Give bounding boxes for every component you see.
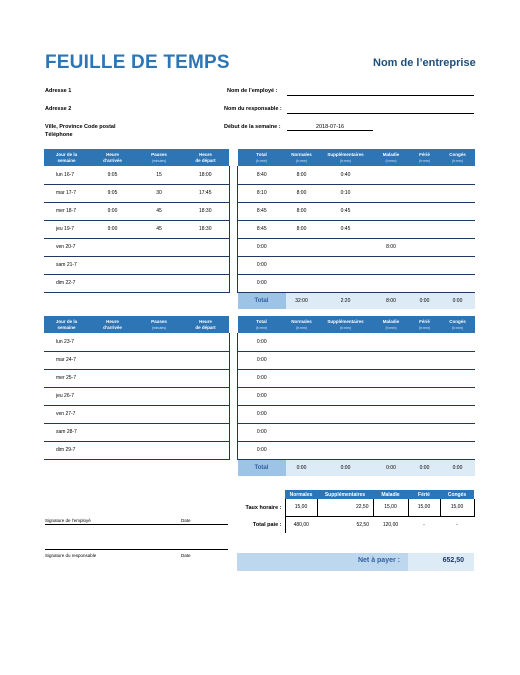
break-cell[interactable]: 15: [136, 166, 182, 184]
break-cell[interactable]: 45: [136, 220, 182, 238]
normal-cell[interactable]: 8:00: [286, 166, 318, 184]
normal-cell[interactable]: [286, 369, 318, 387]
table-row: [44, 351, 229, 369]
vacation-cell[interactable]: [441, 202, 475, 220]
normal-cell[interactable]: [286, 387, 318, 405]
table-row: [44, 369, 229, 387]
total-pay-row: [237, 516, 474, 533]
vacation-cell[interactable]: [441, 387, 475, 405]
table-row: [238, 256, 475, 274]
total-cell: 0:00: [238, 369, 286, 387]
holiday-cell[interactable]: [409, 387, 441, 405]
col-departure: Heure de départ: [182, 149, 229, 166]
holiday-cell[interactable]: [409, 220, 441, 238]
departure-cell[interactable]: 17:45: [182, 184, 229, 202]
col-arrival: Heure d’arrivée: [89, 149, 136, 166]
vacation-cell[interactable]: [441, 166, 475, 184]
total-vacation: 0:00: [441, 459, 475, 476]
total-cell: 0:00: [238, 351, 286, 369]
holiday-cell[interactable]: [409, 369, 441, 387]
break-cell[interactable]: [136, 333, 182, 351]
sick-cell[interactable]: [374, 202, 409, 220]
normal-cell[interactable]: [286, 351, 318, 369]
normal-cell[interactable]: [286, 256, 318, 274]
col-sick: Maladie (h:mm): [374, 316, 409, 333]
table-row: [44, 166, 229, 184]
rates-corner: [237, 490, 285, 499]
sick-cell[interactable]: [374, 184, 409, 202]
break-cell[interactable]: 30: [136, 184, 182, 202]
sick-cell[interactable]: [374, 423, 409, 441]
total-cell: 8:10: [238, 184, 286, 202]
day-cell: ven 27-7: [44, 405, 89, 423]
holiday-cell[interactable]: [409, 238, 441, 256]
overtime-cell[interactable]: 0:40: [318, 166, 374, 184]
normal-cell[interactable]: [286, 423, 318, 441]
table-row: [44, 387, 229, 405]
arrival-cell[interactable]: 9:00: [89, 202, 136, 220]
sick-cell[interactable]: [374, 220, 409, 238]
rate-col-normal: Normales: [285, 490, 317, 499]
total-cell: 0:00: [238, 256, 286, 274]
vacation-cell[interactable]: [441, 333, 475, 351]
normal-cell[interactable]: 8:00: [286, 220, 318, 238]
overtime-cell[interactable]: [318, 387, 374, 405]
departure-cell[interactable]: [182, 238, 229, 256]
vacation-cell[interactable]: [441, 184, 475, 202]
departure-cell[interactable]: [182, 369, 229, 387]
arrival-cell[interactable]: 9:00: [89, 220, 136, 238]
total-cell: 0:00: [238, 274, 286, 292]
col-normal: Normales (h:mm): [286, 149, 318, 166]
table-row: [238, 351, 475, 369]
total-cell: 8:40: [238, 166, 286, 184]
holiday-cell[interactable]: [409, 256, 441, 274]
departure-cell[interactable]: [182, 256, 229, 274]
pay-overtime: 52,50: [356, 521, 369, 528]
col-vacation: Congés (h:mm): [441, 149, 475, 166]
col-departure: Heure de départ: [182, 316, 229, 333]
arrival-cell[interactable]: [89, 256, 136, 274]
holiday-cell[interactable]: [409, 441, 441, 459]
holiday-cell[interactable]: [409, 274, 441, 292]
col-holiday: Férié (h:mm): [409, 316, 441, 333]
overtime-cell[interactable]: [318, 405, 374, 423]
total-holiday: 0:00: [409, 459, 441, 476]
day-cell: dim 29-7: [44, 441, 89, 459]
normal-cell[interactable]: [286, 405, 318, 423]
net-pay-bar: [237, 553, 474, 571]
normal-cell[interactable]: [286, 441, 318, 459]
manager-signature-label: Signature du responsable: [45, 553, 97, 558]
company-name: Nom de l’entreprise: [373, 57, 476, 69]
arrival-cell[interactable]: [89, 423, 136, 441]
day-cell: sam 21-7: [44, 256, 89, 274]
arrival-cell[interactable]: [89, 238, 136, 256]
break-cell[interactable]: [136, 274, 182, 292]
break-cell[interactable]: [136, 441, 182, 459]
holiday-cell[interactable]: [409, 166, 441, 184]
break-cell[interactable]: [136, 423, 182, 441]
col-overtime: Supplémentaires (h:mm): [318, 316, 374, 333]
arrival-cell[interactable]: [89, 405, 136, 423]
col-sick: Maladie (h:mm): [374, 149, 409, 166]
total-vacation: 0:00: [441, 292, 475, 309]
table-row: [238, 202, 475, 220]
arrival-cell[interactable]: [89, 369, 136, 387]
table-row: [238, 441, 475, 459]
total-holiday: 0:00: [409, 292, 441, 309]
pay-holiday: -: [423, 521, 425, 528]
page-title: FEUILLE DE TEMPS: [45, 52, 230, 73]
table-row: [238, 387, 475, 405]
manager-signature-line[interactable]: [45, 549, 228, 550]
hourly-rate-overtime[interactable]: 22,50: [317, 499, 373, 516]
col-breaks: Pauses (minutes): [136, 316, 182, 333]
total-sick: 0:00: [374, 459, 409, 476]
table-row: [44, 256, 229, 274]
sick-cell[interactable]: [374, 333, 409, 351]
vacation-cell[interactable]: [441, 369, 475, 387]
week2-entry-table: [44, 316, 230, 460]
employee-name-label: Nom de l’employé :: [227, 88, 278, 94]
phone: Téléphone: [45, 132, 73, 138]
col-total: Total (h:mm): [238, 316, 286, 333]
net-pay-value-bg: [408, 553, 474, 571]
table-row: [44, 184, 229, 202]
holiday-cell[interactable]: [409, 184, 441, 202]
total-cell: 8:45: [238, 220, 286, 238]
pay-vacation: -: [456, 521, 458, 528]
overtime-cell[interactable]: [318, 369, 374, 387]
sick-cell[interactable]: [374, 166, 409, 184]
sick-cell[interactable]: 8:00: [374, 238, 409, 256]
total-cell: 0:00: [238, 387, 286, 405]
manager-date-label: Date: [181, 553, 191, 558]
arrival-cell[interactable]: [89, 351, 136, 369]
arrival-cell[interactable]: [89, 274, 136, 292]
sick-cell[interactable]: [374, 351, 409, 369]
vacation-cell[interactable]: [441, 405, 475, 423]
departure-cell[interactable]: [182, 387, 229, 405]
employee-signature-label: Signature de l’employé: [45, 518, 91, 523]
departure-cell[interactable]: 18:00: [182, 166, 229, 184]
total-cell: 0:00: [238, 238, 286, 256]
col-breaks: Pauses (minutes): [136, 149, 182, 166]
address-2: Adresse 2: [45, 106, 72, 112]
arrival-cell[interactable]: 9:05: [89, 184, 136, 202]
day-cell: ven 20-7: [44, 238, 89, 256]
rate-col-vacation: Congés: [440, 490, 474, 499]
total-label: Total: [238, 459, 286, 476]
hourly-rate-row: [237, 499, 474, 516]
total-cell: 0:00: [238, 423, 286, 441]
departure-cell[interactable]: 18:30: [182, 202, 229, 220]
table-row: [238, 166, 475, 184]
overtime-cell[interactable]: [318, 238, 374, 256]
hourly-rate-label: Taux horaire :: [245, 504, 282, 511]
col-normal: Normales (h:mm): [286, 316, 318, 333]
break-cell[interactable]: [136, 369, 182, 387]
total-overtime: 2:20: [318, 292, 374, 309]
week-start-label: Début de la semaine :: [224, 124, 281, 130]
normal-cell[interactable]: [286, 238, 318, 256]
total-cell: 8:45: [238, 202, 286, 220]
hourly-rate-normal[interactable]: 15,00: [285, 499, 317, 516]
total-label: Total: [238, 292, 286, 309]
holiday-cell[interactable]: [409, 405, 441, 423]
total-cell: 0:00: [238, 441, 286, 459]
hourly-rate-vacation[interactable]: 15,00: [440, 499, 474, 516]
manager-name-label: Nom du responsable :: [224, 106, 282, 112]
total-overtime: 0:00: [318, 459, 374, 476]
vacation-cell[interactable]: [441, 441, 475, 459]
address-1: Adresse 1: [45, 88, 72, 94]
vacation-cell[interactable]: [441, 220, 475, 238]
day-cell: dim 22-7: [44, 274, 89, 292]
net-pay-label: Net à payer :: [357, 557, 400, 564]
col-holiday: Férié (h:mm): [409, 149, 441, 166]
sick-cell[interactable]: [374, 256, 409, 274]
day-cell: jeu 19-7: [44, 220, 89, 238]
sick-cell[interactable]: [374, 369, 409, 387]
col-overtime: Supplémentaires (h:mm): [318, 149, 374, 166]
table-row: [44, 274, 229, 292]
week2-summary-table: [237, 316, 475, 476]
vacation-cell[interactable]: [441, 351, 475, 369]
employee-signature-line[interactable]: [45, 524, 228, 525]
overtime-cell[interactable]: 0:10: [318, 184, 374, 202]
manager-name-field[interactable]: [287, 113, 474, 114]
table-row: [238, 220, 475, 238]
hourly-rate-sick[interactable]: 15,00: [373, 499, 408, 516]
table-row: [238, 369, 475, 387]
total-cell: 0:00: [238, 333, 286, 351]
pay-rates-table: [237, 490, 475, 533]
rate-col-sick: Maladie: [373, 490, 408, 499]
overtime-cell[interactable]: [318, 256, 374, 274]
day-cell: mer 18-7: [44, 202, 89, 220]
break-cell[interactable]: 45: [136, 202, 182, 220]
break-cell[interactable]: [136, 238, 182, 256]
sick-cell[interactable]: [374, 387, 409, 405]
employee-name-field[interactable]: [287, 95, 474, 96]
departure-cell[interactable]: 18:30: [182, 220, 229, 238]
table-row: [238, 274, 475, 292]
rate-col-overtime: Supplémentaires: [317, 490, 373, 499]
day-cell: jeu 26-7: [44, 387, 89, 405]
departure-cell[interactable]: [182, 274, 229, 292]
overtime-cell[interactable]: 0:45: [318, 220, 374, 238]
departure-cell[interactable]: [182, 405, 229, 423]
table-row: [44, 333, 229, 351]
col-day: Jour de la semaine: [44, 149, 89, 166]
arrival-cell[interactable]: [89, 441, 136, 459]
total-pay-label: Total paie :: [252, 521, 282, 528]
departure-cell[interactable]: [182, 441, 229, 459]
break-cell[interactable]: [136, 351, 182, 369]
total-cell: 0:00: [238, 405, 286, 423]
break-cell[interactable]: [136, 256, 182, 274]
week1-entry-table: [44, 149, 230, 293]
table-row: [44, 423, 229, 441]
col-arrival: Heure d’arrivée: [89, 316, 136, 333]
col-total: Total (h:mm): [238, 149, 286, 166]
table-row: [238, 423, 475, 441]
break-cell[interactable]: [136, 405, 182, 423]
normal-cell[interactable]: 8:00: [286, 202, 318, 220]
table-row: [44, 238, 229, 256]
overtime-cell[interactable]: 0:45: [318, 202, 374, 220]
rate-col-holiday: Férié: [408, 490, 440, 499]
week-start-field[interactable]: 2018-07-16: [287, 124, 373, 131]
vacation-cell[interactable]: [441, 423, 475, 441]
holiday-cell[interactable]: [409, 423, 441, 441]
sick-cell[interactable]: [374, 405, 409, 423]
week1-total-row: [238, 292, 475, 309]
col-day: Jour de la semaine: [44, 316, 89, 333]
holiday-cell[interactable]: [409, 202, 441, 220]
col-vacation: Congés (h:mm): [441, 316, 475, 333]
employee-date-label: Date: [181, 518, 191, 523]
total-sick: 8:00: [374, 292, 409, 309]
arrival-cell[interactable]: [89, 333, 136, 351]
day-cell: mer 25-7: [44, 369, 89, 387]
table-row: [238, 238, 475, 256]
table-row: [44, 441, 229, 459]
holiday-cell[interactable]: [409, 333, 441, 351]
sick-cell[interactable]: [374, 274, 409, 292]
table-row: [238, 184, 475, 202]
normal-cell[interactable]: [286, 333, 318, 351]
normal-cell[interactable]: 8:00: [286, 184, 318, 202]
table-row: [44, 405, 229, 423]
week1-summary-table: [237, 149, 475, 309]
vacation-cell[interactable]: [441, 238, 475, 256]
table-row: [238, 333, 475, 351]
net-pay-value: 652,50: [442, 557, 464, 564]
break-cell[interactable]: [136, 387, 182, 405]
total-normal: 32:00: [286, 292, 318, 309]
overtime-cell[interactable]: [318, 423, 374, 441]
pay-sick: 120,00: [382, 521, 399, 528]
overtime-cell[interactable]: [318, 274, 374, 292]
departure-cell[interactable]: [182, 333, 229, 351]
table-row: [44, 220, 229, 238]
holiday-cell[interactable]: [409, 351, 441, 369]
day-cell: lun 23-7: [44, 333, 89, 351]
vacation-cell[interactable]: [441, 274, 475, 292]
vacation-cell[interactable]: [441, 256, 475, 274]
table-row: [238, 405, 475, 423]
departure-cell[interactable]: [182, 423, 229, 441]
table-row: [44, 202, 229, 220]
normal-cell[interactable]: [286, 274, 318, 292]
overtime-cell[interactable]: [318, 333, 374, 351]
total-normal: 0:00: [286, 459, 318, 476]
city-province: Ville, Province Code postal: [45, 124, 116, 130]
hourly-rate-holiday[interactable]: 15,00: [408, 499, 440, 516]
day-cell: mar 17-7: [44, 184, 89, 202]
day-cell: lun 16-7: [44, 166, 89, 184]
arrival-cell[interactable]: [89, 387, 136, 405]
day-cell: mar 24-7: [44, 351, 89, 369]
overtime-cell[interactable]: [318, 441, 374, 459]
sick-cell[interactable]: [374, 441, 409, 459]
arrival-cell[interactable]: 9:05: [89, 166, 136, 184]
departure-cell[interactable]: [182, 351, 229, 369]
day-cell: sam 28-7: [44, 423, 89, 441]
week2-total-row: [238, 459, 475, 476]
overtime-cell[interactable]: [318, 351, 374, 369]
pay-normal: 480,00: [285, 516, 317, 533]
